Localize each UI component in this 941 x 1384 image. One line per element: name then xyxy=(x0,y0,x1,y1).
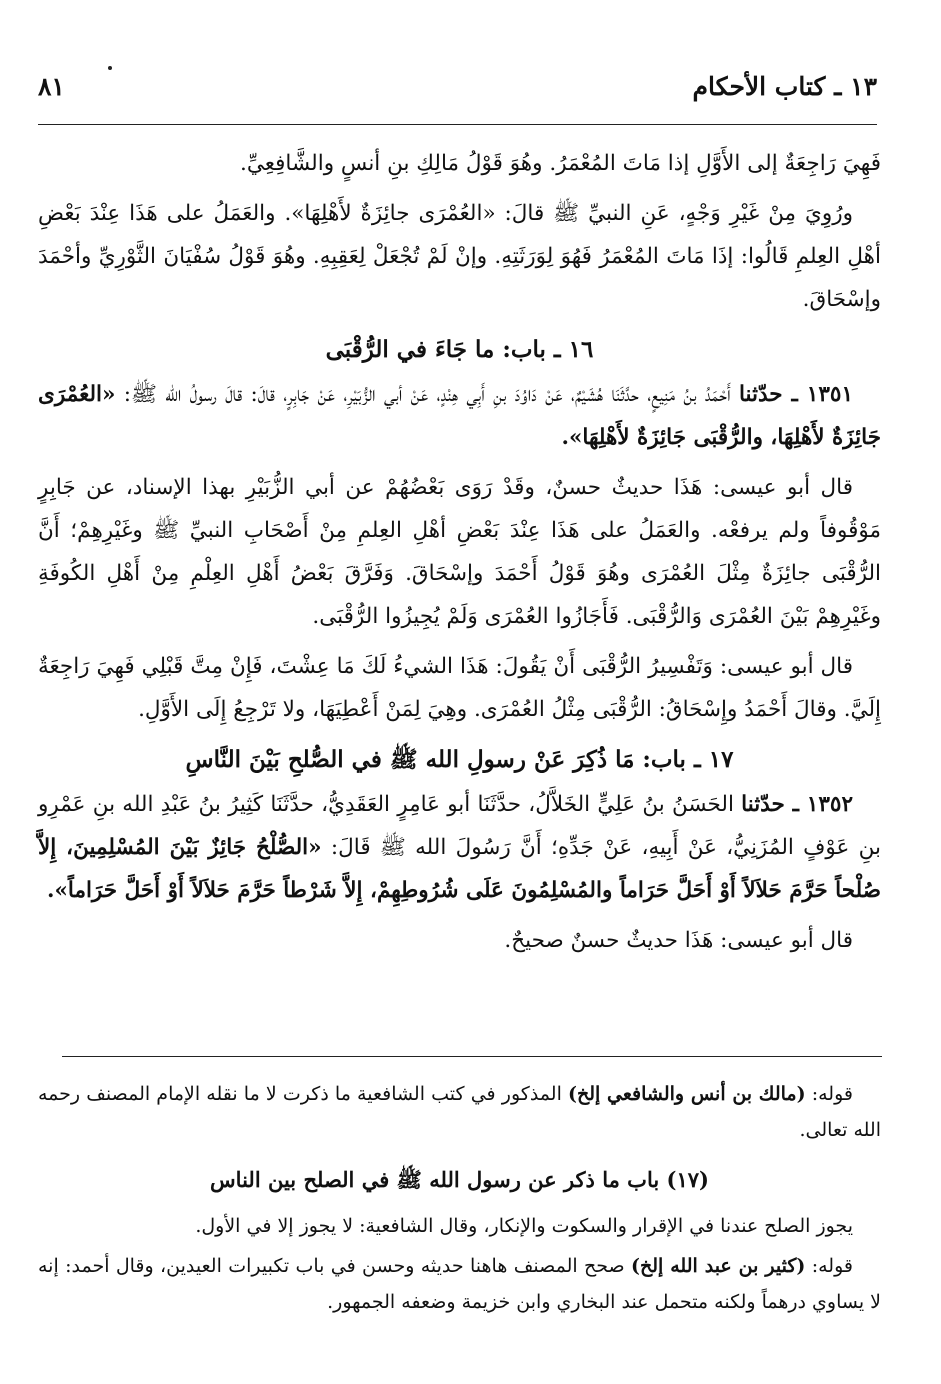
hadith-text: «العُمْرَى جَائِزَةٌ لأَهْلِهَا، والرُّقْبَى جَائِزَةٌ لأَهْلِهَا». xyxy=(38,382,881,450)
hadith-number: ١٣٥٢ ـ حدّثنا xyxy=(741,792,853,817)
paragraph-commentary-1: قال أبو عيسى: هَذَا حديثٌ حسنٌ، وقَدْ رَوَى بَعْضُهُمْ عن أبي الزُّبَيْرِ بهذا الإسناد، عن جَابِرٍ مَوْقُوفاً ولم يرفعْه. والعَمَلُ على هَذَا عِنْدَ بَعْضِ أهْلِ العِلمِ مِنْ أَصْحَابِ النبيِّ ﷺ وغَيْرِهِمْ؛ أَنَّ الرُّقْبَى جائِزَةٌ مِثْلَ العُمْرَى وهُوَ قَوْلُ أَحْمَدَ وإسْحَاقَ. وَفَرَّقَ بَعْضُ أَهْلِ العِلْمِ مِنْ أَهْلِ الكُوفَةِ وغَيْرِهِمْ بَيْنَ العُمْرَى وَالرُّقْبَى. فَأَجَازُوا العُمْرَى وَلَمْ يُجِيزُوا الرُّقْبَى. xyxy=(38,475,881,629)
footnote-separator xyxy=(62,1056,882,1057)
footnote-1: قوله: (مالك بن أنس والشافعي إلخ) المذكور في كتب الشافعية ما ذكرت لا ما نقله الإمام المصنف رحمه الله تعالى. xyxy=(38,1083,881,1141)
ink-speck xyxy=(108,66,112,70)
footnote-3: قوله: (كثير بن عبد الله إلخ) صحح المصنف هاهنا حديثه وحسن في باب تكبيرات العيدين، وقال أحمد: إنه لا يساوي درهماً ولكنه متحمل عند البخاري وابن خزيمة وضعفه الجمهور. xyxy=(38,1255,881,1313)
page-number: ٨١ xyxy=(38,72,65,101)
paragraph-1: فَهِيَ رَاجِعَةٌ إلى الأَوَّلِ إذا مَاتَ المُعْمَرُ. وهُوَ قَوْلُ مَالِكِ بنِ أنسٍ والشَّافِعِيِّ. xyxy=(240,151,881,176)
hadith-1352 xyxy=(38,783,881,912)
hadith-number: ١٣٥١ ـ حدّثنا xyxy=(739,382,853,407)
footnotes xyxy=(38,1076,881,1324)
hadith-chain: أَحْمَدُ بنُ مَنِيعٍ، حدَّثَنَا هُشَيْمٌ، عَنْ دَاوُدَ بنِ أَبِي هِنْدٍ، عَنْ أبي الزُّبَيْرِ، عَنْ جَابِرٍ، قالَ: قالَ رسولُ الله ﷺ: xyxy=(115,382,739,407)
chapter-title: ١٣ ـ كتاب الأحكام xyxy=(692,72,877,101)
hadith-text: «الصُّلْحُ جَائِزٌ بَيْنَ المُسْلِمِينَ، إِلاَّ صُلْحاً حَرَّمَ حَلاَلاً أَوْ أَحَلَّ حَرَاماً والمُسْلِمُونَ عَلَى شُرُوطِهِمْ، إِلاَّ شَرْطاً حَرَّمَ حَلاَلاً أَوْ أَحَلَّ حَرَاماً». xyxy=(38,835,881,903)
page-header xyxy=(38,62,877,125)
chapter-heading-16: ١٦ ـ باب: ما جَاءَ في الرُّقْبَى xyxy=(325,336,594,363)
paragraph-grading: قال أبو عيسى: هَذَا حديثٌ حسنٌ صحيحٌ. xyxy=(504,928,853,953)
footnote-2: يجوز الصلح عندنا في الإقرار والسكوت والإنكار، وقال الشافعية: لا يجوز إلا في الأول. xyxy=(195,1215,853,1237)
hadith-chain: الحَسَنُ بنُ عَلِيٍّ الخَلاَّلُ، حدَّثَنَا أبو عَامِرٍ العَقَدِيُّ، حدَّثَنَا كَثِيرُ بنُ عَبْدِ الله بنِ عَمْرِو بنِ عَوْفٍ المُزَنِيُّ، عَنْ أَبِيهِ، عَنْ جَدِّهِ؛ أَنَّ رَسُولَ الله ﷺ قَالَ: xyxy=(38,792,881,860)
paragraph-commentary-2: قال أبو عيسى: وَتَفْسِيرُ الرُّقْبَى أَنْ يَقُولَ: هَذَا الشيءُ لَكَ مَا عِشْتَ، فَإِنْ مِتَّ قَبْلِي فَهِيَ رَاجِعَةٌ إِلَيَّ. وقالَ أَحْمَدُ وإِسْحَاقُ: الرُّقْبَى مِثْلُ العُمْرَى. وهِيَ لِمَنْ أَعْطِيَهَا، ولا تَرْجِعُ إِلَى الأَوَّلِ. xyxy=(38,654,881,722)
hadith-1351 xyxy=(38,373,881,459)
chapter-heading-17: ١٧ ـ باب: مَا ذُكِرَ عَنْ رسولِ الله ﷺ في الصُّلحِ بَيْنَ النَّاسِ xyxy=(185,746,734,773)
main-text xyxy=(38,142,881,969)
footnote-heading: (١٧) باب ما ذكر عن رسول الله ﷺ في الصلح بين الناس xyxy=(210,1167,709,1192)
paragraph-2: ورُوِيَ مِنْ غَيْرِ وَجْهٍ، عَنِ النبيِّ ﷺ قالَ: «العُمْرَى جائِزَةٌ لأَهْلِهَا». والعَمَلُ على هَذَا عِنْدَ بَعْضِ أهْلِ العِلمِ قَالُوا: إذَا مَاتَ المُعْمَرُ فَهُوَ لِوَرَثَتِهِ. وإنْ لَمْ تُجْعَلْ لِعَقِبِهِ. وهُوَ قَوْلُ سُفْيَانَ الثَّوْرِيِّ وأحْمَدَ وإسْحَاقَ. xyxy=(38,201,881,312)
